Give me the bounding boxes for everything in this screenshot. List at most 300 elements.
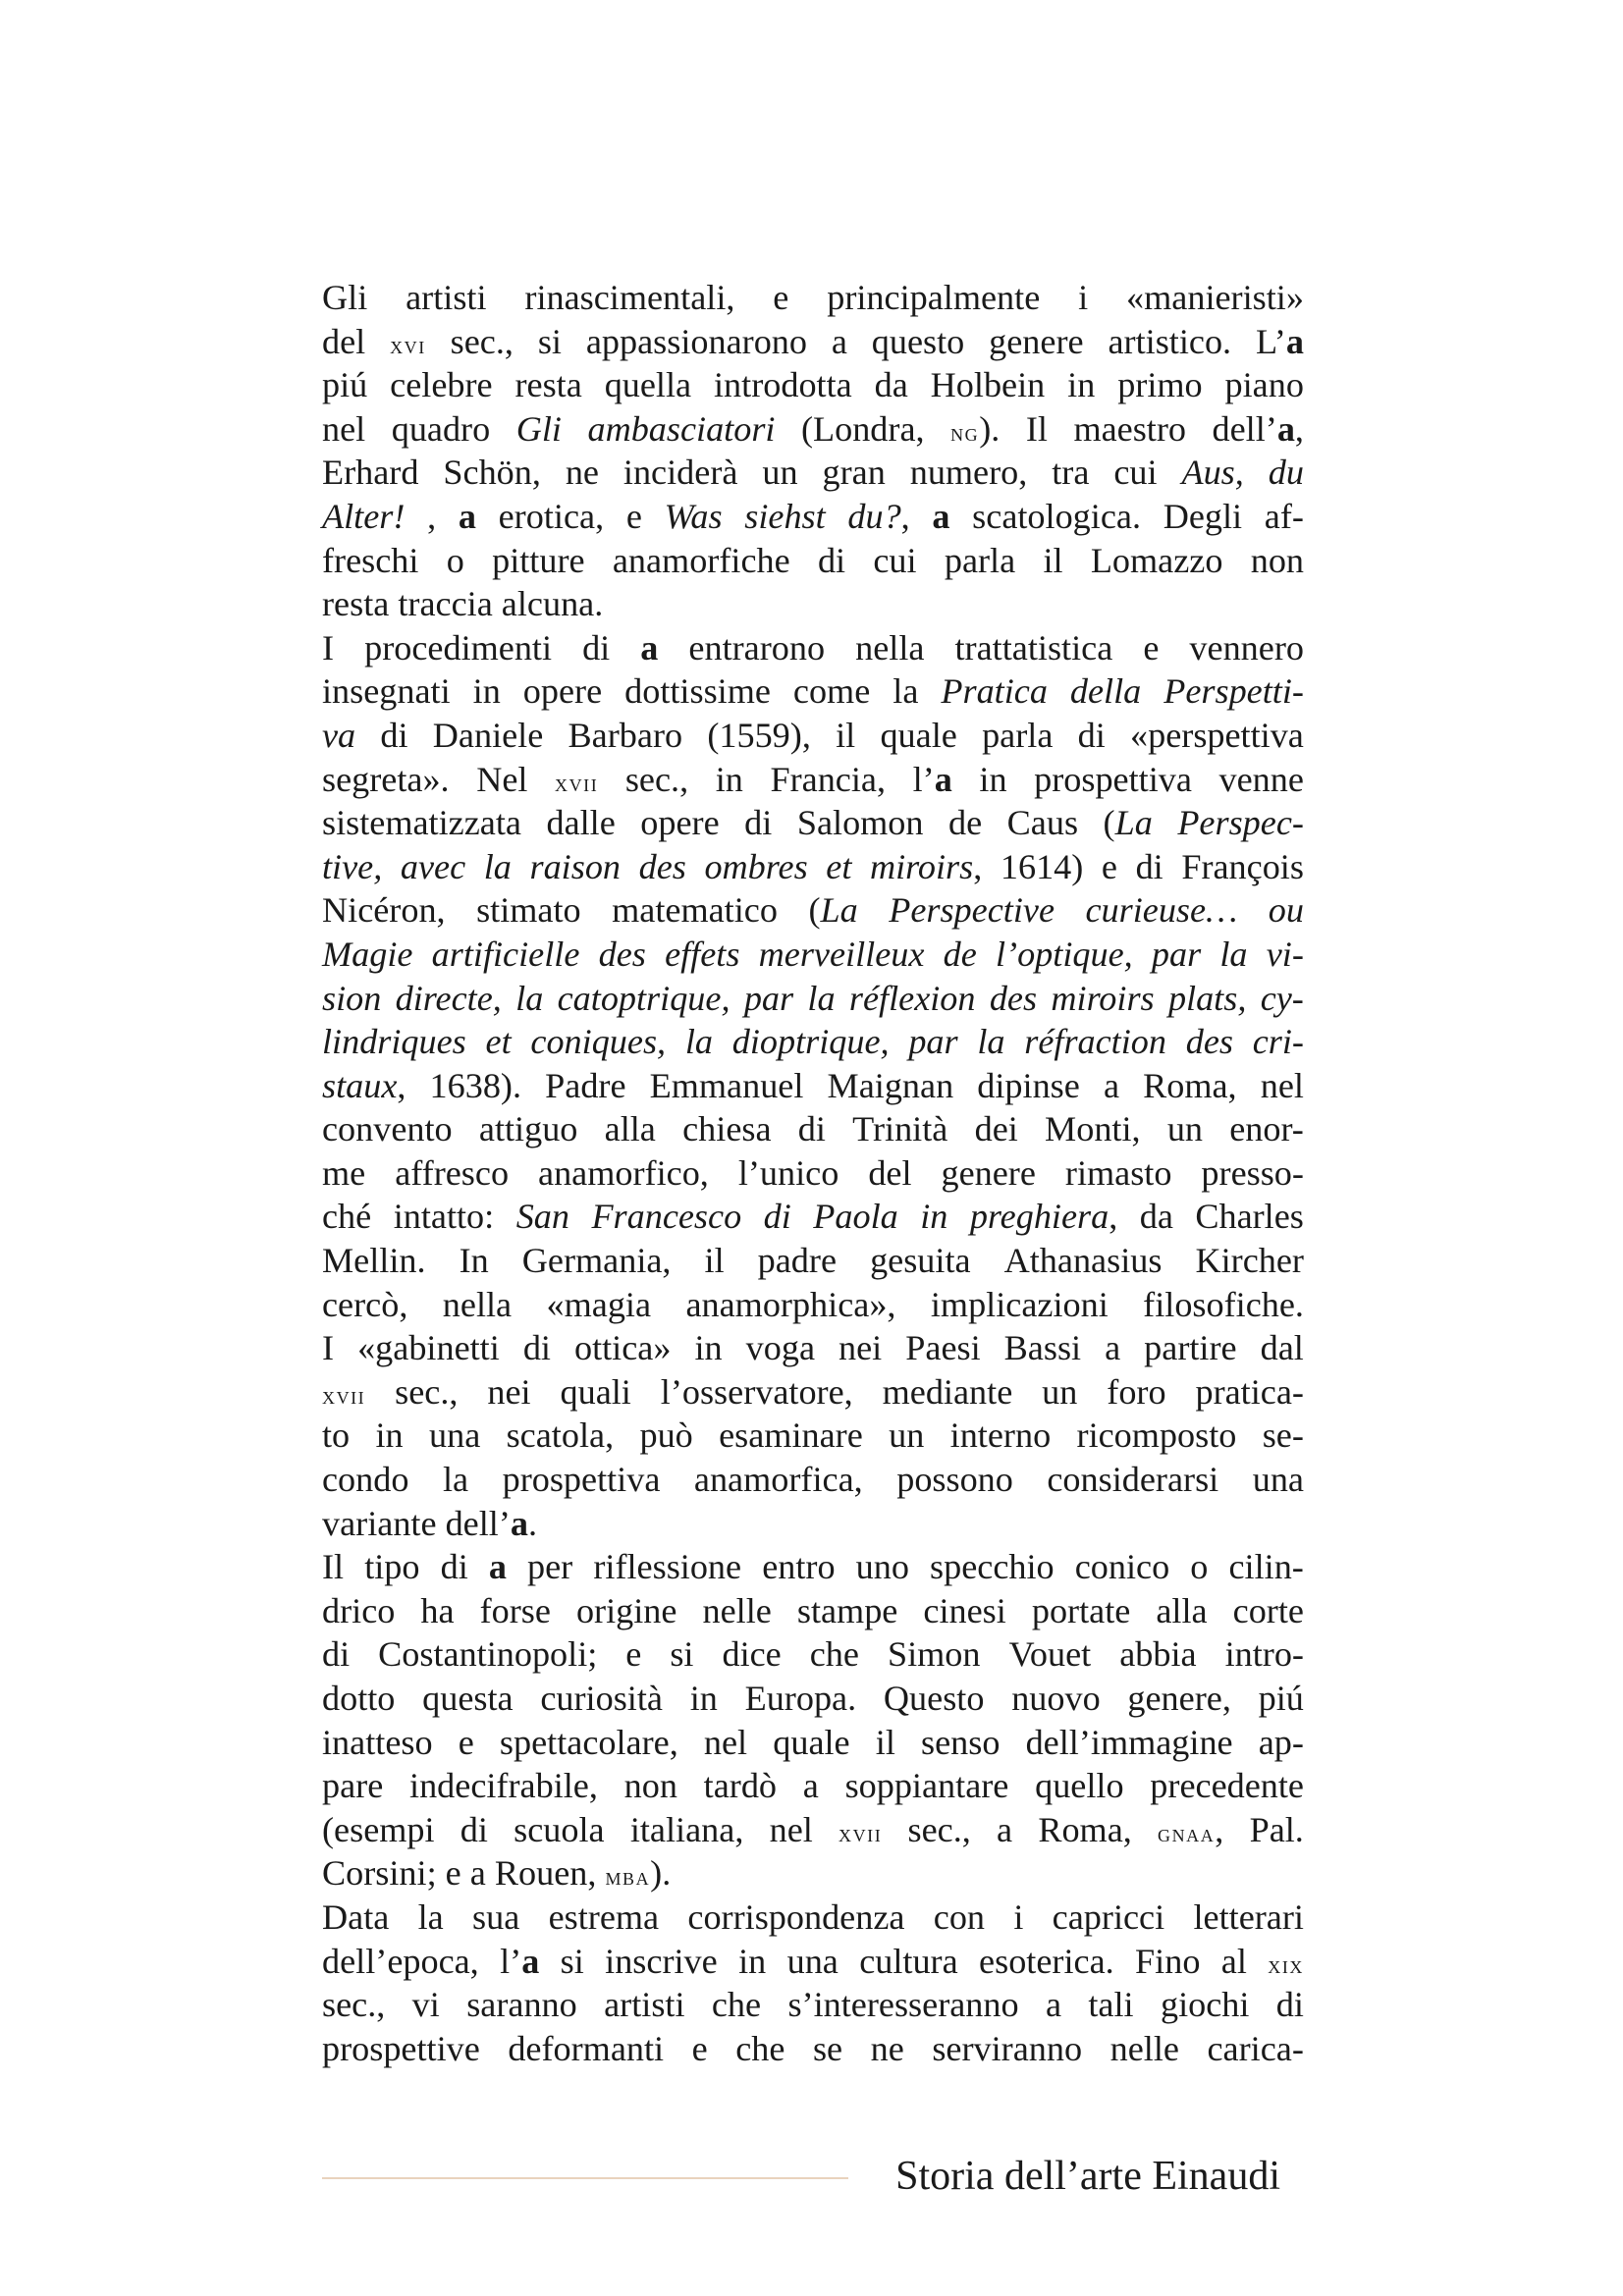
word: vennero	[1189, 627, 1304, 667]
word: Daniele	[432, 715, 544, 755]
word: Paesi	[905, 1328, 981, 1368]
word: Athanasius	[1003, 1241, 1163, 1281]
text-line	[322, 451, 1304, 495]
word: tali	[1088, 1985, 1134, 2025]
word: specchio	[930, 1547, 1055, 1587]
word: mediante	[882, 1371, 1013, 1412]
word: introdotta	[714, 365, 852, 405]
word: l’optique,	[995, 934, 1133, 974]
word: l’osservatore,	[660, 1371, 853, 1412]
word: saranno	[466, 1985, 577, 2025]
word: al	[1220, 1941, 1247, 1981]
word: In	[459, 1241, 489, 1281]
text-line	[322, 1107, 1304, 1151]
word: piú	[322, 365, 368, 405]
word: e	[773, 278, 789, 317]
word: di	[522, 1328, 551, 1368]
word: Pratica	[941, 671, 1048, 712]
word: Perspec-	[1177, 803, 1304, 843]
text-line	[322, 1370, 1304, 1415]
text-line	[322, 1851, 1304, 1896]
word: nella	[442, 1284, 513, 1324]
word: e	[691, 2028, 708, 2068]
word: di	[582, 627, 611, 667]
text-line	[322, 495, 1304, 539]
word: Vouet	[1008, 1634, 1092, 1675]
word: (Londra,	[800, 408, 925, 449]
word: Lomazzo	[1090, 540, 1223, 580]
word: che	[735, 2028, 785, 2068]
word: padre	[757, 1241, 838, 1281]
word: parla	[944, 540, 1016, 580]
word: lindriques	[322, 1022, 466, 1062]
footer-rule	[322, 2177, 848, 2179]
word: Emmanuel	[649, 1065, 804, 1105]
word: questa	[422, 1679, 514, 1718]
text-line	[322, 801, 1304, 845]
word: catoptrique,	[557, 978, 730, 1018]
word: i	[1013, 1896, 1024, 1937]
word: origine	[575, 1590, 677, 1630]
word: dioptrique,	[731, 1022, 890, 1062]
word: la	[807, 978, 836, 1018]
word: e	[458, 1722, 474, 1762]
text-line	[322, 276, 1304, 320]
text-line	[322, 758, 1304, 802]
word: riflessione	[593, 1547, 742, 1587]
word: nella	[855, 627, 925, 667]
word: a	[997, 1809, 1013, 1849]
word: ap-	[1258, 1722, 1304, 1762]
word: Maignan	[827, 1065, 954, 1105]
word: du?,	[847, 496, 910, 536]
word: l’a	[500, 1941, 540, 1981]
word: non	[1250, 540, 1304, 580]
word: directe,	[395, 978, 502, 1018]
word: condo	[322, 1460, 409, 1500]
word: Il	[1025, 408, 1048, 449]
word: quale	[880, 715, 957, 755]
word: miroirs	[1051, 978, 1155, 1018]
word: si	[670, 1634, 694, 1675]
word: in	[1067, 365, 1096, 405]
text-line	[322, 1502, 1304, 1546]
word: dotto	[322, 1679, 396, 1718]
word: San	[515, 1197, 569, 1237]
word: cilin-	[1228, 1547, 1304, 1587]
word: cercò,	[322, 1284, 408, 1324]
word: cui	[873, 540, 917, 580]
word: siehst	[744, 496, 826, 536]
word: un	[1166, 1109, 1203, 1149]
word: sec.,	[624, 759, 689, 799]
word: in	[472, 671, 501, 712]
word: ng).	[950, 408, 1001, 449]
word: e	[625, 1634, 642, 1675]
word: entrarono	[688, 627, 826, 667]
word: di	[797, 1109, 826, 1149]
word: serviranno	[932, 2028, 1083, 2068]
word: voga	[745, 1328, 815, 1368]
word: a	[1045, 1985, 1062, 2025]
word: de	[943, 934, 977, 974]
word: Roma,	[1143, 1065, 1237, 1105]
word: ambasciatori	[587, 408, 776, 449]
word: Charles	[1195, 1197, 1304, 1237]
word: insegnati	[322, 671, 451, 712]
text-line	[322, 1239, 1304, 1283]
word: va	[322, 715, 356, 755]
word: Nel	[476, 759, 528, 799]
text-line	[322, 1983, 1304, 2027]
word: tive,	[322, 846, 383, 886]
word: artistico.	[1108, 321, 1232, 361]
text-line	[322, 1940, 1304, 1984]
word: tardò	[703, 1766, 778, 1806]
word: Data	[322, 1896, 390, 1937]
text-line	[322, 1283, 1304, 1327]
text-line	[322, 1896, 1304, 1940]
word: Aus,	[1181, 453, 1244, 493]
word: miroirs,	[869, 846, 983, 886]
word: spettacolare,	[499, 1722, 678, 1762]
word: in	[694, 1328, 723, 1368]
word: erotica,	[498, 496, 605, 536]
footer-title: Storia dell’arte Einaudi	[895, 2154, 1280, 2199]
text-line	[322, 1326, 1304, 1370]
word: anamorphica»,	[685, 1284, 896, 1324]
word: in	[715, 759, 743, 799]
word: nei	[487, 1371, 531, 1412]
word: Gli	[322, 278, 368, 317]
word: della	[1069, 671, 1142, 712]
word: drico	[322, 1590, 396, 1630]
word: dalle	[546, 803, 616, 843]
word: scatola,	[506, 1415, 615, 1456]
text-line	[322, 1414, 1304, 1458]
text-line	[322, 320, 1304, 364]
word: me	[322, 1152, 366, 1193]
word: scatologica.	[972, 496, 1141, 536]
word: Nicéron,	[322, 890, 446, 931]
word: Alter!	[322, 496, 406, 536]
word: e	[1101, 846, 1117, 886]
word: intatto:	[393, 1197, 495, 1237]
word: il	[836, 715, 856, 755]
text-line	[322, 2027, 1304, 2071]
word: quadro	[391, 408, 491, 449]
word: cri-	[1252, 1022, 1304, 1062]
word: esoterica.	[979, 1941, 1114, 1981]
word: a	[640, 627, 659, 667]
word: Monti,	[1045, 1109, 1141, 1149]
word: questo	[871, 321, 965, 361]
word: Simon	[887, 1634, 981, 1675]
word: gran	[822, 453, 886, 493]
word: nuovo	[1011, 1679, 1101, 1718]
word: ché	[322, 1197, 372, 1237]
text-run: mba	[605, 1862, 651, 1892]
word: des	[1185, 1022, 1233, 1062]
word: esaminare	[719, 1415, 863, 1456]
word: Schön,	[443, 453, 541, 493]
word: prospettive	[322, 2028, 480, 2068]
text-line	[322, 1151, 1304, 1196]
word: piú	[1258, 1679, 1304, 1718]
word: sistematizzata	[322, 803, 521, 843]
word: dottissime	[624, 671, 771, 712]
word: deformanti	[508, 2028, 665, 2068]
word: «perspettiva	[1130, 715, 1304, 755]
word: intro-	[1224, 1634, 1304, 1675]
word: af-	[1264, 496, 1304, 536]
word: celebre	[390, 365, 493, 405]
text-line	[322, 933, 1304, 977]
text-line	[322, 582, 1304, 626]
word: sec.,	[395, 1371, 459, 1412]
word: ne	[870, 2028, 904, 2068]
text-line	[322, 888, 1304, 933]
word: venne	[1218, 759, 1304, 799]
word: matematico	[612, 890, 778, 931]
word: non	[623, 1766, 677, 1806]
word: des	[638, 846, 686, 886]
word: Francesco	[591, 1197, 742, 1237]
word: nelle	[1109, 2028, 1179, 2068]
word: a	[932, 496, 950, 536]
word: con	[933, 1896, 986, 1937]
word: par	[743, 978, 794, 1018]
word: «gabinetti	[357, 1328, 500, 1368]
word: di	[1135, 846, 1163, 886]
word: Was	[664, 496, 723, 536]
word: segreta».	[322, 759, 450, 799]
word: considerarsi	[1047, 1460, 1219, 1500]
word: curieuse…	[1085, 890, 1238, 931]
word: dei	[974, 1109, 1018, 1149]
word: appassionarono	[585, 321, 807, 361]
word: xvi	[390, 330, 426, 359]
word: la	[442, 1460, 469, 1500]
word: corrispondenza	[687, 1896, 905, 1937]
word: e	[1143, 627, 1160, 667]
text-line	[322, 1589, 1304, 1633]
word: réflexion	[848, 978, 976, 1018]
word: per	[527, 1547, 573, 1587]
text-run: .	[528, 1503, 538, 1543]
word: un	[762, 453, 798, 493]
word: Francia,	[770, 759, 887, 799]
word: del	[868, 1152, 912, 1193]
word: di	[817, 540, 846, 580]
word: possono	[896, 1460, 1013, 1500]
word: a	[1103, 1065, 1119, 1105]
word: foro	[1107, 1371, 1166, 1412]
word: a	[1105, 1328, 1121, 1368]
text-line	[322, 1195, 1304, 1239]
word: cultura	[859, 1941, 958, 1981]
word: to	[322, 1415, 351, 1456]
word: portate	[1031, 1590, 1131, 1630]
word: et	[826, 846, 852, 886]
word: rimasto	[1064, 1152, 1172, 1193]
word: entro	[762, 1547, 836, 1587]
word: avec	[400, 846, 466, 886]
word: Bassi	[1003, 1328, 1082, 1368]
word: in	[979, 759, 1007, 799]
word: sion	[322, 978, 382, 1018]
text-line	[322, 845, 1304, 889]
word: Salomon	[796, 803, 924, 843]
word: L’a	[1255, 321, 1304, 361]
word: cui	[1113, 453, 1158, 493]
word: la	[417, 1896, 444, 1937]
word: Costantinopoli;	[378, 1634, 598, 1675]
word: I	[322, 1328, 335, 1368]
word: alla	[604, 1109, 656, 1149]
word: nelle	[702, 1590, 772, 1630]
text-line	[322, 714, 1304, 758]
word: di	[1077, 715, 1106, 755]
word: des	[598, 934, 646, 974]
word: stampe	[796, 1590, 898, 1630]
word: nei	[839, 1328, 883, 1368]
word: un	[1042, 1371, 1078, 1412]
word: l’a	[912, 759, 952, 799]
word: réfraction	[1024, 1022, 1166, 1062]
text-run: resta traccia alcuna.	[322, 584, 604, 624]
word: curiosità	[540, 1679, 663, 1718]
word: ha	[420, 1590, 455, 1630]
text-line	[322, 1545, 1304, 1589]
word: a	[831, 321, 847, 361]
text-line	[322, 1808, 1304, 1852]
word: «manieristi»	[1126, 278, 1304, 317]
word: la	[1219, 934, 1248, 974]
word: di	[440, 1547, 468, 1587]
word: des	[989, 978, 1038, 1018]
word: piano	[1224, 365, 1304, 405]
word: pratica-	[1195, 1371, 1304, 1412]
text-line	[322, 1020, 1304, 1064]
word: in	[738, 1941, 767, 1981]
word: la	[483, 846, 512, 886]
word: (1559),	[707, 715, 811, 755]
word: un	[889, 1415, 925, 1456]
word: cinesi	[923, 1590, 1006, 1630]
word: vi	[411, 1985, 440, 2025]
word: ,	[427, 496, 437, 536]
word: una	[786, 1941, 839, 1981]
word: forse	[479, 1590, 551, 1630]
word: la	[893, 671, 919, 712]
word: genere,	[1127, 1679, 1231, 1718]
word: o	[1190, 1547, 1209, 1587]
word: 1614)	[1000, 846, 1084, 886]
word: inciderà	[622, 453, 738, 493]
word: dice	[722, 1634, 782, 1675]
word: Trinità	[852, 1109, 948, 1149]
word: a	[802, 1766, 819, 1806]
text-line	[322, 1764, 1304, 1808]
word: chiesa	[682, 1109, 772, 1149]
word: di	[1275, 1985, 1304, 2025]
word: se-	[1262, 1415, 1304, 1456]
word: indecifrabile,	[409, 1766, 598, 1806]
text-line	[322, 1064, 1304, 1108]
word: Europa.	[744, 1679, 857, 1718]
word: dipinse	[977, 1065, 1080, 1105]
word: xvii	[839, 1818, 883, 1847]
text-line	[322, 407, 1304, 452]
word: come	[792, 671, 871, 712]
word: et	[485, 1022, 512, 1062]
word: Il	[322, 1547, 345, 1587]
word: e	[625, 496, 642, 536]
word: una	[429, 1415, 481, 1456]
word: si	[537, 321, 562, 361]
word: soppiantare	[844, 1766, 1009, 1806]
word: inatteso	[322, 1722, 433, 1762]
word: pare	[322, 1766, 384, 1806]
text-line	[322, 1458, 1304, 1502]
word: parla	[982, 715, 1054, 755]
word: opere	[522, 671, 603, 712]
word: xix	[1268, 1949, 1304, 1979]
word: freschi	[322, 540, 419, 580]
word: il	[1043, 540, 1063, 580]
word: nel	[769, 1809, 813, 1849]
word: carica-	[1207, 2028, 1304, 2068]
text-run: a	[510, 1503, 528, 1543]
word: Fino	[1135, 1941, 1201, 1981]
word: enor-	[1229, 1109, 1304, 1149]
word: si	[560, 1941, 584, 1981]
word: xvii	[555, 768, 599, 797]
word: il	[875, 1722, 895, 1762]
word: genere	[941, 1152, 1036, 1193]
word: corte	[1232, 1590, 1304, 1630]
word: dal	[1260, 1328, 1304, 1368]
word: dell’epoca,	[322, 1941, 479, 1981]
word: plats,	[1167, 978, 1247, 1018]
word: partire	[1144, 1328, 1237, 1368]
word: presso-	[1201, 1152, 1304, 1193]
word: precedente	[1150, 1766, 1304, 1806]
word: par	[908, 1022, 958, 1062]
text-line	[322, 1677, 1304, 1721]
word: sec.,	[907, 1809, 971, 1849]
word: Kircher	[1195, 1241, 1304, 1281]
word: ne	[565, 453, 599, 493]
word: conico	[1074, 1547, 1170, 1587]
word: uno	[855, 1547, 909, 1587]
word: I	[322, 627, 335, 667]
word: sua	[472, 1896, 520, 1937]
word: maestro	[1073, 408, 1186, 449]
word: par	[1151, 934, 1202, 974]
word: gnaa,	[1158, 1809, 1224, 1849]
word: Gli	[515, 408, 562, 449]
word: Roma,	[1038, 1809, 1132, 1849]
word: ottica»	[573, 1328, 672, 1368]
word: Degli	[1163, 496, 1243, 536]
word: merveilleux	[758, 934, 925, 974]
word: artisti	[604, 1985, 685, 2025]
word: affresco	[395, 1152, 510, 1193]
text-run: ).	[650, 1853, 672, 1894]
word: ou	[1268, 890, 1304, 931]
